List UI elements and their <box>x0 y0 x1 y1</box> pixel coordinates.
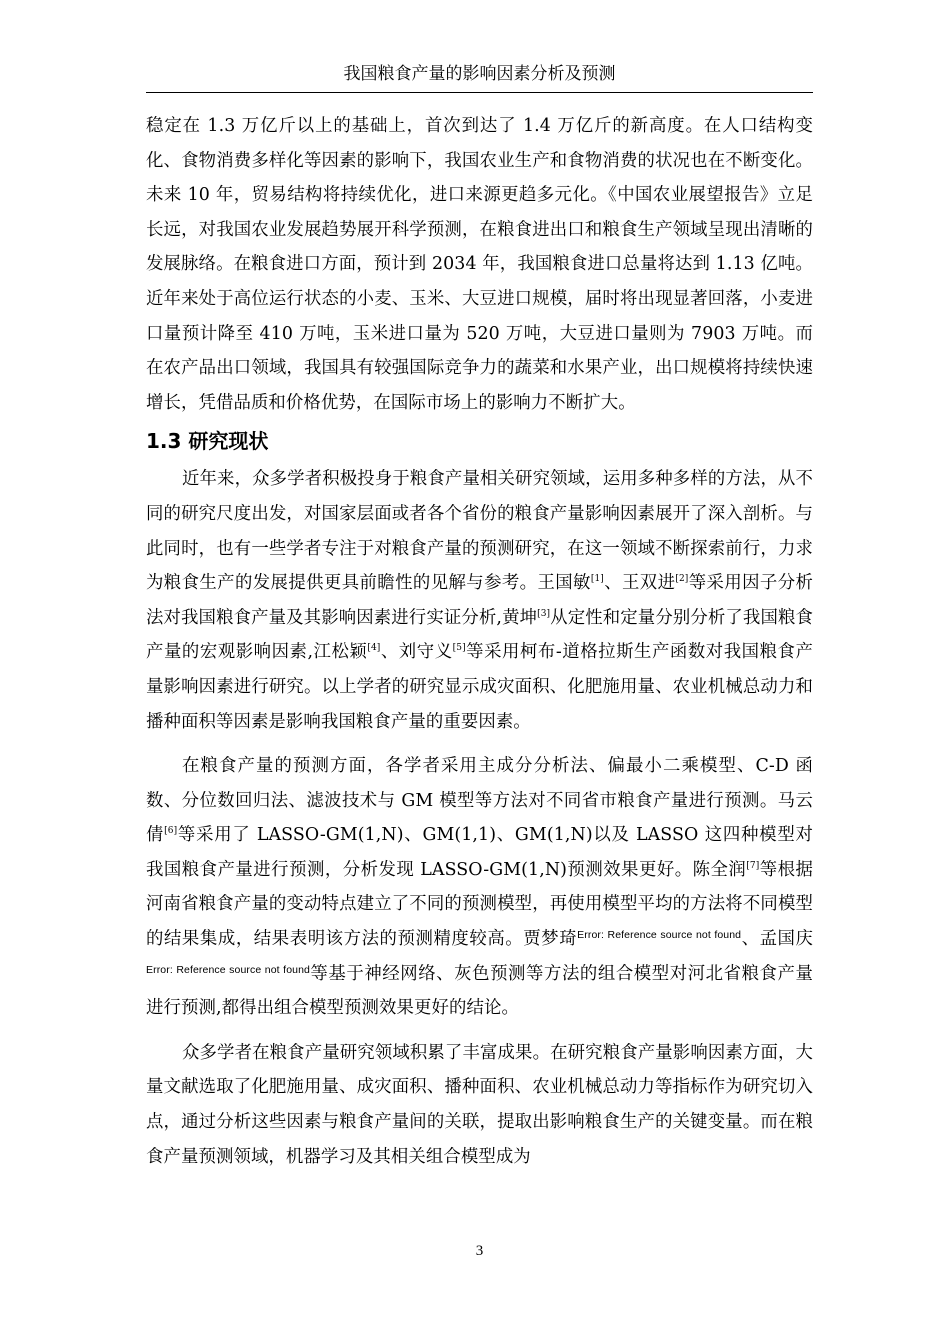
citation-ref: [3] <box>537 608 551 619</box>
text-run: 等采用柯布-道格拉斯生产函数对我国粮食产量影响因素进行研究。以上学者的研究显示成灾面积、化肥施用量、农业机械总动力和播种面积等因素是影响我国粮食产量的重要因素。 <box>146 642 813 732</box>
text-run: 等基于神经网络、灰色预测等方法的组合模型对河北省粮食产量进行预测,都得出组合模型预测效果更好的结论。 <box>146 963 813 1019</box>
text-run: 从定性和定量分别分析了我国粮食产量的宏观影响因素,江松颖 <box>146 607 813 663</box>
text-run: 、刘守义 <box>380 642 453 663</box>
paragraph-prediction-methods <box>146 749 813 1026</box>
paragraph-research-factors <box>146 462 813 739</box>
citation-ref: [7] <box>746 860 760 871</box>
reference-error: Error: Reference source not found <box>577 929 742 942</box>
body-text <box>146 109 813 1174</box>
citation-ref: [4] <box>367 643 381 654</box>
citation-ref: [2] <box>675 574 689 585</box>
paragraph-summary: 众多学者在粮食产量研究领域积累了丰富成果。在研究粮食产量影响因素方面，大量文献选取了化肥施用量、成灾面积、播种面积、农业机械总动力等指标作为研究切入点，通过分析这些因素与粮食产量间的关联，提取出影响粮食生产的关键变量。而在粮食产量预测领域，机器学习及其相关组合模型成为 <box>146 1042 813 1167</box>
text-run: 、孟国庆 <box>741 929 813 950</box>
text-run: 、王双进 <box>603 573 676 594</box>
running-header-title: 我国粮食产量的影响因素分析及预测 <box>343 64 616 84</box>
text-run: 在粮食产量的预测方面，各学者采用主成分分析法、偏最小二乘模型、C-D 函数、分位数回归法、滤波技术与 GM 模型等方法对不同省市粮食产量进行预测。马云倩 <box>146 756 813 846</box>
text-run: 等采用因子分析法对我国粮食产量及其影响因素进行实证分析,黄坤 <box>146 573 813 628</box>
text-run: 等根据河南省粮食产量的变动特点建立了不同的预测模型，再使用模型平均的方法将不同模型的结果集成，结果表明该方法的预测精度较高。贾梦琦 <box>146 859 813 950</box>
text-run: 等采用了 LASSO-GM(1,N)、GM(1,1)、GM(1,N)以及 LASSO 这四种模型对我国粮食产量进行预测，分析发现 LASSO-GM(1,N)预测效果更好。陈全润 <box>146 825 813 880</box>
section-heading: 1.3 研究现状 <box>146 429 269 454</box>
citation-ref: [5] <box>452 643 466 654</box>
page-number: 3 <box>475 1243 484 1259</box>
header-rule <box>146 92 813 93</box>
reference-error: Error: Reference source not found <box>146 963 310 976</box>
paragraph-continued: 稳定在 1.3 万亿斤以上的基础上，首次到达了 1.4 万亿斤的新高度。在人口结构变化、食物消费多样化等因素的影响下，我国农业生产和食物消费的状况也在不断变化。未来 10 年，贸易结构将持续优化，进口来源更趋多元化。《中国农业展望报告》立足长远，对我国农业发展趋势展开科学预测，在粮食进出口和粮食生产领域呈现出清晰的发展脉络。在粮食进口方面，预计到 2034 年，我国粮食进口总量将达到 1.13 亿吨。近年来处于高位运行状态的小麦、玉米、大豆进口规模，届时将出现显著回落，小麦进口量预计降至 410 万吨，玉米进口量为 520 万吨，大豆进口量则为 7903 万吨。而在农产品出口领域，我国具有较强国际竞争力的蔬菜和水果产业，出口规模将持续快速增长，凭借品质和价格优势，在国际市场上的影响力不断扩大。 <box>146 116 813 413</box>
text-run: 近年来，众多学者积极投身于粮食产量相关研究领域，运用多种多样的方法，从不同的研究尺度出发，对国家层面或者各个省份的粮食产量影响因素展开了深入剖析。与此同时，也有一些学者专注于对粮食产量的预测研究，在这一领域不断探索前行，力求为粮食生产的发展提供更具前瞻性的见解与参考。王国敏 <box>146 469 813 594</box>
citation-ref: [1] <box>590 574 604 585</box>
citation-ref: [6] <box>164 826 178 837</box>
